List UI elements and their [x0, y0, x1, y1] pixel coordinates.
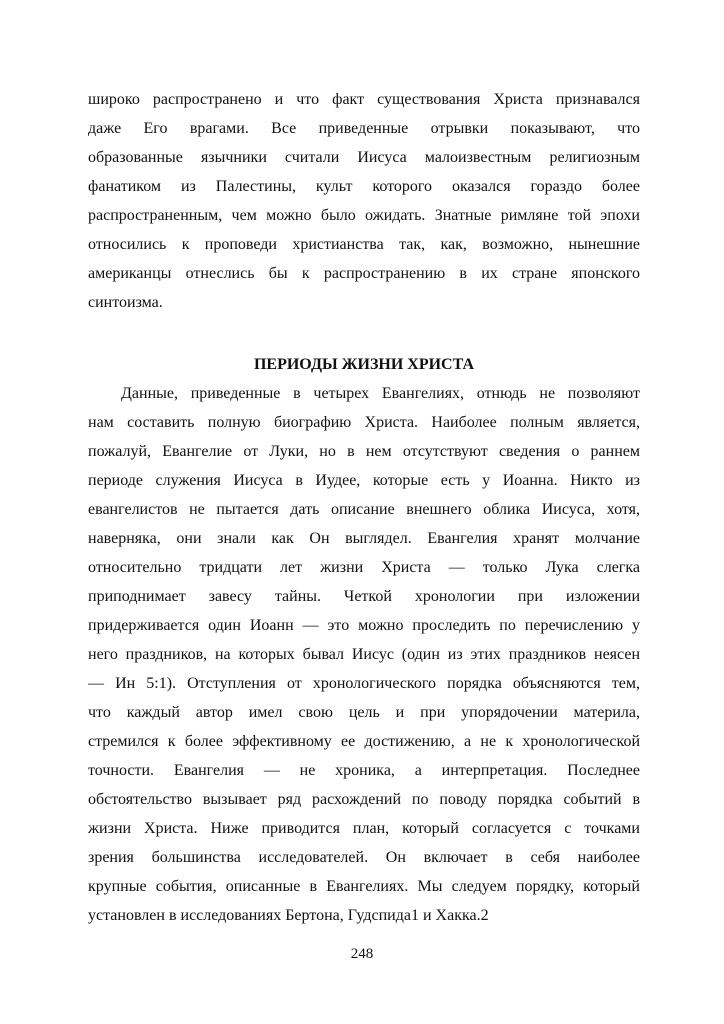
text-line: относительно тридцати лет жизни Христа — только Лука слегка — [88, 559, 640, 576]
text-line: нам составить полную биографию Христа. Наиболее полным является, — [88, 414, 640, 431]
text-line: периоде служения Иисуса в Иудее, которые есть у Иоанна. Никто из — [88, 472, 640, 489]
text-line: точности. Евангелия — не хроника, а интерпретация. Последнее — [88, 762, 640, 779]
text-line: образованные язычники считали Иисуса малоизвестным религиозным — [88, 149, 640, 166]
text-line: фанатиком из Палестины, культ которого оказался гораздо более — [88, 178, 640, 195]
text-line: относились к проповеди христианства так, как, возможно, нынешние — [88, 236, 640, 253]
text-line: американцы отнеслись бы к распространению в их стране японского — [88, 265, 640, 282]
text-line: распространенным, чем можно было ожидать. Знатные римляне той эпохи — [88, 207, 640, 224]
page-number: 248 — [350, 946, 374, 962]
text-line: — Ин 5:1). Отступления от хронологического порядка объясняются тем, — [88, 675, 640, 692]
text-line: зрения большинства исследователей. Он включает в себя наиболее — [88, 849, 640, 866]
text-line: крупные события, описанные в Евангелиях. Мы следуем порядку, который — [88, 878, 640, 895]
paragraph-1 — [88, 85, 640, 317]
text-line: обстоятельство вызывает ряд расхождений по поводу порядка событий в — [88, 791, 640, 808]
section-heading: ПЕРИОДЫ ЖИЗНИ ХРИСТА — [253, 356, 475, 373]
text-line: пожалуй, Евангелие от Луки, но в нем отсутствуют сведения о раннем — [88, 443, 640, 460]
text-line: что каждый автор имел свою цель и при упорядочении материла, — [88, 704, 640, 721]
text-line: него праздников, на которых бывал Иисус (один из этих праздников неясен — [88, 646, 640, 663]
text-line: наверняка, они знали как Он выглядел. Евангелия хранят молчание — [88, 530, 640, 547]
text-line: широко распространено и что факт существования Христа признавался — [88, 91, 640, 108]
text-line: приподнимает завесу тайны. Четкой хронологии при изложении — [88, 588, 640, 605]
text-line: синтоизма. — [88, 294, 163, 311]
text-line: Данные, приведенные в четырех Евангелиях, отнюдь не позволяют — [121, 385, 640, 402]
text-line: придерживается один Иоанн — это можно проследить по перечислению у — [88, 617, 640, 634]
page-content — [88, 85, 640, 930]
text-line: евангелистов не пытается дать описание внешнего облика Иисуса, хотя, — [88, 501, 640, 518]
text-line: жизни Христа. Ниже приводится план, который согласуется с точками — [88, 820, 640, 837]
text-line: даже Его врагами. Все приведенные отрывки показывают, что — [88, 120, 640, 137]
text-line: установлен в исследованиях Бертона, Гудспида1 и Хакка.2 — [88, 907, 489, 924]
text-line: стремился к более эффективному ее достижению, а не к хронологической — [88, 733, 640, 750]
paragraph-2 — [88, 379, 640, 930]
